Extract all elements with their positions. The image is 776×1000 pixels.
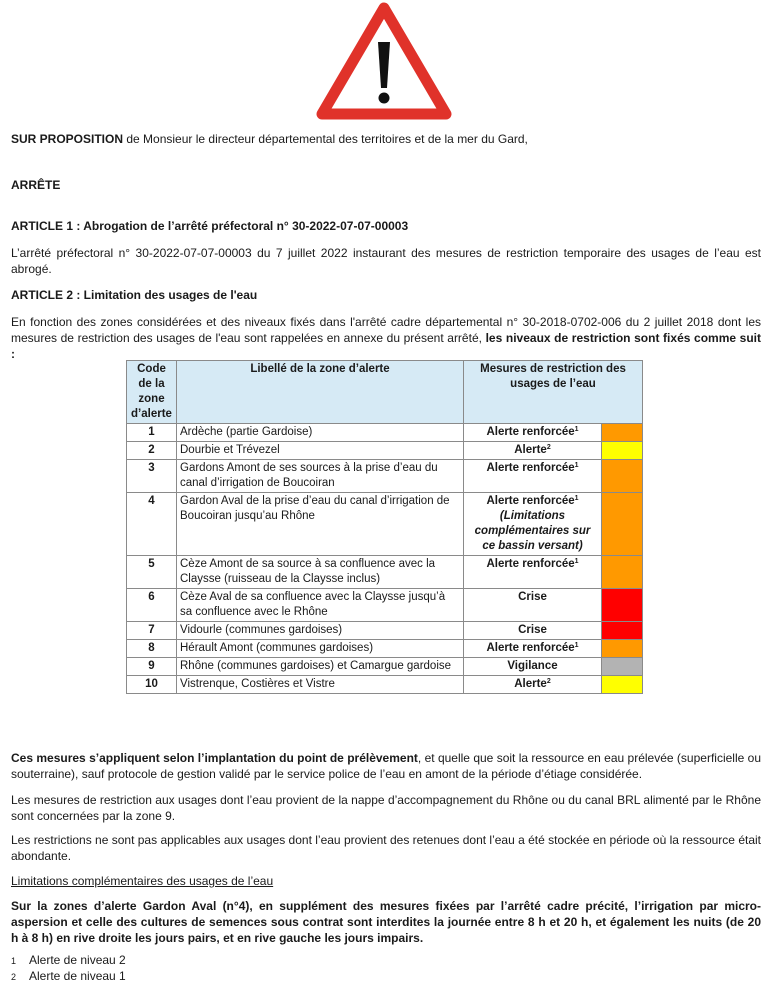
restriction-table xyxy=(126,360,643,694)
zone-label: Vistrenque, Costières et Vistre xyxy=(177,676,464,694)
preamble: SUR PROPOSITION de Monsieur le directeur départemental des territoires et de la mer du Gard, xyxy=(11,132,528,146)
table-row xyxy=(127,424,643,442)
footnote-ref: 1 xyxy=(574,642,579,649)
zone-measure xyxy=(464,589,602,622)
zone-code: 4 xyxy=(127,493,177,556)
footnote-ref: 2 xyxy=(546,444,551,451)
zone-code: 9 xyxy=(127,658,177,676)
measure-text: Alerte xyxy=(514,444,547,456)
zone-code: 8 xyxy=(127,640,177,658)
zone-label: Gardons Amont de ses sources à la prise d’eau du canal d’irrigation de Boucoiran xyxy=(177,460,464,493)
decree-heading: ARRÊTE xyxy=(11,178,61,192)
alert-level-swatch xyxy=(602,658,643,676)
alert-level-swatch xyxy=(602,640,643,658)
table-header-row xyxy=(127,361,643,424)
measure-text: Alerte xyxy=(514,678,547,690)
zone-label: Vidourle (communes gardoises) xyxy=(177,622,464,640)
footnote-ref: 1 xyxy=(574,558,579,565)
zone-code: 3 xyxy=(127,460,177,493)
measure-text: Alerte renforcée xyxy=(486,495,575,507)
zone-label: Cèze Amont de sa source à sa confluence avec la Claysse (ruisseau de la Claysse inclus) xyxy=(177,556,464,589)
measure-note: (Limitations complémentaires sur ce bassin versant) xyxy=(474,510,591,552)
zone-label: Gardon Aval de la prise d’eau du canal d’irrigation de Boucoiran jusqu’au Rhône xyxy=(177,493,464,556)
zone-measure xyxy=(464,640,602,658)
paragraph-application: Ces mesures s’appliquent selon l’implantation du point de prélèvement, et quelle que soit la ressource en eau prélevée (superficielle ou souterraine), sauf protocole de gestion validé par le service police de l’eau en amont de la période d’étiage considérée. xyxy=(11,751,761,781)
zone-measure xyxy=(464,676,602,694)
paragraph-retenues: Les restrictions ne sont pas applicables aux usages dont l’eau provient des retenues dont l’eau a été stockée en période où la ressource était abondante. xyxy=(11,833,761,863)
warning-triangle-icon xyxy=(316,2,452,120)
header-code: Code de la zone d’alerte xyxy=(127,361,177,424)
footnote-2: 2 Alerte de niveau 1 xyxy=(11,969,126,983)
measure-text: Alerte renforcée xyxy=(486,642,575,654)
zone-code: 10 xyxy=(127,676,177,694)
table-row xyxy=(127,493,643,556)
alert-level-swatch xyxy=(602,589,643,622)
zone-measure xyxy=(464,424,602,442)
article2-title: ARTICLE 2 : Limitation des usages de l'eau xyxy=(11,288,258,302)
footnote-ref: 1 xyxy=(574,462,579,469)
footnote-ref: 1 xyxy=(574,495,579,502)
alert-level-swatch xyxy=(602,622,643,640)
header-label: Libellé de la zone d’alerte xyxy=(177,361,464,424)
zone-code: 6 xyxy=(127,589,177,622)
measure-text: Alerte renforcée xyxy=(486,558,575,570)
table-row xyxy=(127,676,643,694)
measure-text: Alerte renforcée xyxy=(486,462,575,474)
table-row xyxy=(127,556,643,589)
table-row xyxy=(127,442,643,460)
zone-label: Ardèche (partie Gardoise) xyxy=(177,424,464,442)
alert-level-swatch xyxy=(602,460,643,493)
alert-level-swatch xyxy=(602,676,643,694)
zone-code: 7 xyxy=(127,622,177,640)
table-row xyxy=(127,589,643,622)
sub-heading: Limitations complémentaires des usages de l’eau xyxy=(11,874,274,888)
zone-code: 1 xyxy=(127,424,177,442)
footnote-ref: 1 xyxy=(574,426,579,433)
article1-text: L’arrêté préfectoral n° 30-2022-07-07-00003 du 7 juillet 2022 instaurant des mesures de restriction temporaire des usages de l’eau est abrogé. xyxy=(11,246,761,276)
measure-text: Crise xyxy=(518,624,547,636)
table-row xyxy=(127,460,643,493)
zone-label: Rhône (communes gardoises) et Camargue gardoise xyxy=(177,658,464,676)
table-row xyxy=(127,622,643,640)
alert-level-swatch xyxy=(602,556,643,589)
alert-level-swatch xyxy=(602,424,643,442)
zone-measure xyxy=(464,556,602,589)
zone-measure xyxy=(464,622,602,640)
paragraph-rhone: Les mesures de restriction aux usages dont l’eau provient de la nappe d’accompagnement du Rhône ou du canal BRL alimenté par le Rhône sont concernées par la zone 9. xyxy=(11,793,761,823)
measure-text: Alerte renforcée xyxy=(486,426,575,438)
zone-measure xyxy=(464,460,602,493)
measure-text: Vigilance xyxy=(507,660,558,672)
zone-code: 2 xyxy=(127,442,177,460)
footnote-1: 1 Alerte de niveau 2 xyxy=(11,953,126,967)
footnote-ref: 2 xyxy=(546,678,551,685)
zone-label: Cèze Aval de sa confluence avec la Claysse jusqu’à sa confluence avec le Rhône xyxy=(177,589,464,622)
alert-level-swatch xyxy=(602,442,643,460)
paragraph-gardon-aval: Sur la zones d’alerte Gardon Aval (n°4), en supplément des mesures fixées par l’arrêté cadre précité, l’irrigation par micro-aspersion et celle des cultures de semences sous contrat sont interdites la journée entre 8 h et 20 h, et également les nuits (de 20 h à 8 h) en rive droite les jours pairs, et en rive gauche les jours impairs. xyxy=(11,899,761,945)
zone-measure xyxy=(464,442,602,460)
alert-level-swatch xyxy=(602,493,643,556)
zone-label: Hérault Amont (communes gardoises) xyxy=(177,640,464,658)
table-row xyxy=(127,658,643,676)
article1-title: ARTICLE 1 : Abrogation de l’arrêté préfectoral n° 30-2022-07-07-00003 xyxy=(11,219,409,233)
article2-text: En fonction des zones considérées et des niveaux fixés dans l'arrêté cadre départemental n° 30-2018-0702-006 du 2 juillet 2018 dont les mesures de restriction des usages de l'eau sont rappelées en annexe du présent arrêté, les niveaux de restriction sont fixés comme suit : xyxy=(11,315,762,361)
header-measures: Mesures de restriction des usages de l’eau xyxy=(464,361,643,424)
table-row xyxy=(127,640,643,658)
zone-code: 5 xyxy=(127,556,177,589)
zone-measure xyxy=(464,658,602,676)
zone-measure xyxy=(464,493,602,556)
zone-label: Dourbie et Trévezel xyxy=(177,442,464,460)
measure-text: Crise xyxy=(518,591,547,603)
